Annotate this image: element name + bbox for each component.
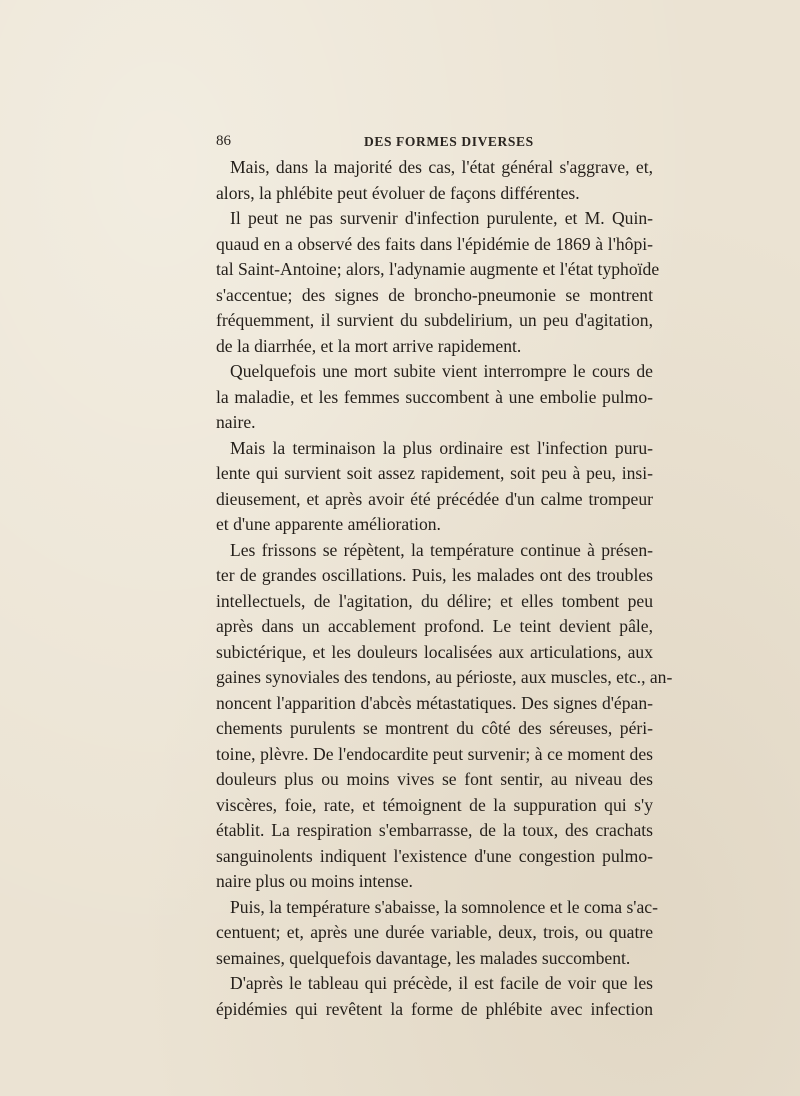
text-line: Mais, dans la majorité des cas, l'état général s'aggrave, et, <box>230 157 653 177</box>
text-line: épidémies qui revêtent la forme de phlébite avec infection <box>216 998 653 1019</box>
text-line: Puis, la température s'abaisse, la somnolence et le coma s'ac- <box>230 896 658 917</box>
page-number: 86 <box>216 133 231 149</box>
text-line: après dans un accablement profond. Le teint devient pâle, <box>216 616 653 636</box>
text-line: de la diarrhée, et la mort arrive rapidement. <box>216 335 522 356</box>
text-line: Les frissons se répètent, la température continue à présen- <box>230 539 653 560</box>
text-line: Quelquefois une mort subite vient interrompre le cours de <box>230 361 653 381</box>
text-line: chements purulents se montrent du côté des séreuses, péri- <box>216 718 653 738</box>
text-line: Mais la terminaison la plus ordinaire est l'infection puru- <box>230 437 653 458</box>
text-line: centuent; et, après une durée variable, deux, trois, ou quatre <box>216 922 653 942</box>
text-line: toine, plèvre. De l'endocardite peut survenir; à ce moment des <box>216 743 653 764</box>
text-line: fréquemment, il survient du subdelirium, un peu d'agitation, <box>216 310 653 330</box>
body-text <box>216 155 673 1022</box>
text-line: établit. La respiration s'embarrasse, de la toux, des crachats <box>216 820 653 840</box>
text-line: gaines synoviales des tendons, au périoste, aux muscles, etc., an- <box>216 667 673 687</box>
text-line: subictérique, et les douleurs localisées aux articulations, aux <box>216 641 653 662</box>
text-line: alors, la phlébite peut évoluer de façons différentes. <box>216 182 580 203</box>
text-line: lente qui survient soit assez rapidement, soit peu à peu, insi- <box>216 463 653 483</box>
text-line: noncent l'apparition d'abcès métastatiques. Des signes d'épan- <box>216 692 653 713</box>
text-line: sanguinolents indiquent l'existence d'une congestion pulmo- <box>216 845 653 866</box>
text-line: semaines, quelquefois davantage, les malades succombent. <box>216 947 631 968</box>
text-line: Il peut ne pas survenir d'infection purulente, et M. Quin- <box>230 208 653 228</box>
text-line: s'accentue; des signes de broncho-pneumonie se montrent <box>216 284 653 305</box>
page-header <box>216 133 656 155</box>
text-line: tal Saint-Antoine; alors, l'adynamie augmente et l'état typhoïde <box>216 259 660 279</box>
running-head: DES FORMES DIVERSES <box>364 134 534 149</box>
text-line: dieusement, et après avoir été précédée d'un calme trompeur <box>216 488 653 509</box>
text-line: viscères, foie, rate, et témoignent de la suppuration qui s'y <box>216 794 653 815</box>
text-line: D'après le tableau qui précède, il est facile de voir que les <box>230 973 653 993</box>
text-line: douleurs plus ou moins vives se font sentir, au niveau des <box>216 769 653 789</box>
text-line: la maladie, et les femmes succombent à une embolie pulmo- <box>216 386 653 407</box>
text-line: et d'une apparente amélioration. <box>216 514 441 534</box>
text-line: intellectuels, de l'agitation, du délire; et elles tombent peu <box>216 590 653 611</box>
text-line: quaud en a observé des faits dans l'épidémie de 1869 à l'hôpi- <box>216 233 653 254</box>
text-line: naire. <box>216 412 256 432</box>
text-line: naire plus ou moins intense. <box>216 871 413 891</box>
text-line: ter de grandes oscillations. Puis, les malades ont des troubles <box>216 565 653 585</box>
